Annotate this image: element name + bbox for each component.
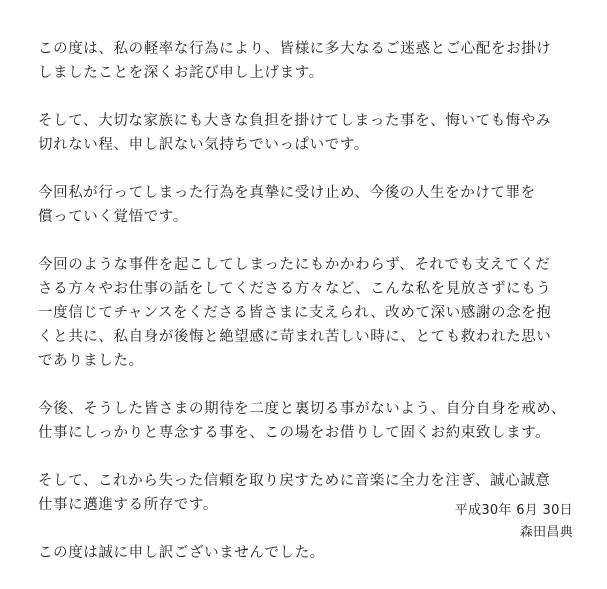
text-line: そして、大切な家族にも大きな負担を掛けてしまった事を、悔いても悔やみ [38, 113, 552, 129]
text-line: くと共に、私自身が後悔と絶望感に苛まれ苦しい時に、とても救われた思い [38, 329, 552, 345]
paragraph-7 [38, 541, 578, 565]
text-line: 今後、そうした皆さまの期待を二度と裏切る事がないよう、自分自身を戒め、 [38, 401, 566, 417]
paragraph-4 [38, 253, 578, 373]
signature-date: 平成30年 6月 30日 [454, 503, 573, 518]
text-line: 仕事にしっかりと専念する事を、この場をお借りして固くお約束致します。 [38, 425, 551, 441]
text-line: しましたことを深くお詫び申し上げます。 [38, 65, 324, 81]
signature-block [455, 500, 573, 544]
paragraph-1 [38, 37, 578, 85]
text-line: この度は、私の軽率な行為により、皆様に多大なるご迷惑とご心配をお掛け [38, 41, 552, 57]
text-line: 今回私が行ってしまった行為を真摯に受け止め、今後の人生をかけて罪を [38, 185, 536, 201]
paragraph-5 [38, 397, 578, 445]
paragraph-2 [38, 109, 578, 157]
text-line: でありました。 [38, 353, 144, 369]
text-line: 切れない程、申し訳ない気持ちでいっぱいです。 [38, 137, 369, 153]
text-line: さる方々やお仕事の話をしてくださる方々など、こんな私を見放さずにもう [38, 281, 552, 297]
text-line: そして、これから失った信頼を取り戻すために音楽に全力を注ぎ、誠心誠意 [38, 473, 551, 489]
text-line: 今回のような事件を起こしてしまったにもかかわらず、それでも支えてくだ [38, 257, 551, 273]
text-line: 償っていく覚悟です。 [38, 209, 188, 225]
text-line: 仕事に邁進する所存です。 [38, 497, 219, 513]
paragraph-3 [38, 181, 578, 229]
text-line: 一度信じてチャンスをくださる皆さまに支えられ、改めて深い感謝の念を抱 [38, 305, 552, 321]
text-line: この度は誠に申し訳ございませんでした。 [38, 545, 325, 561]
signature-name: 森田昌典 [519, 525, 573, 540]
